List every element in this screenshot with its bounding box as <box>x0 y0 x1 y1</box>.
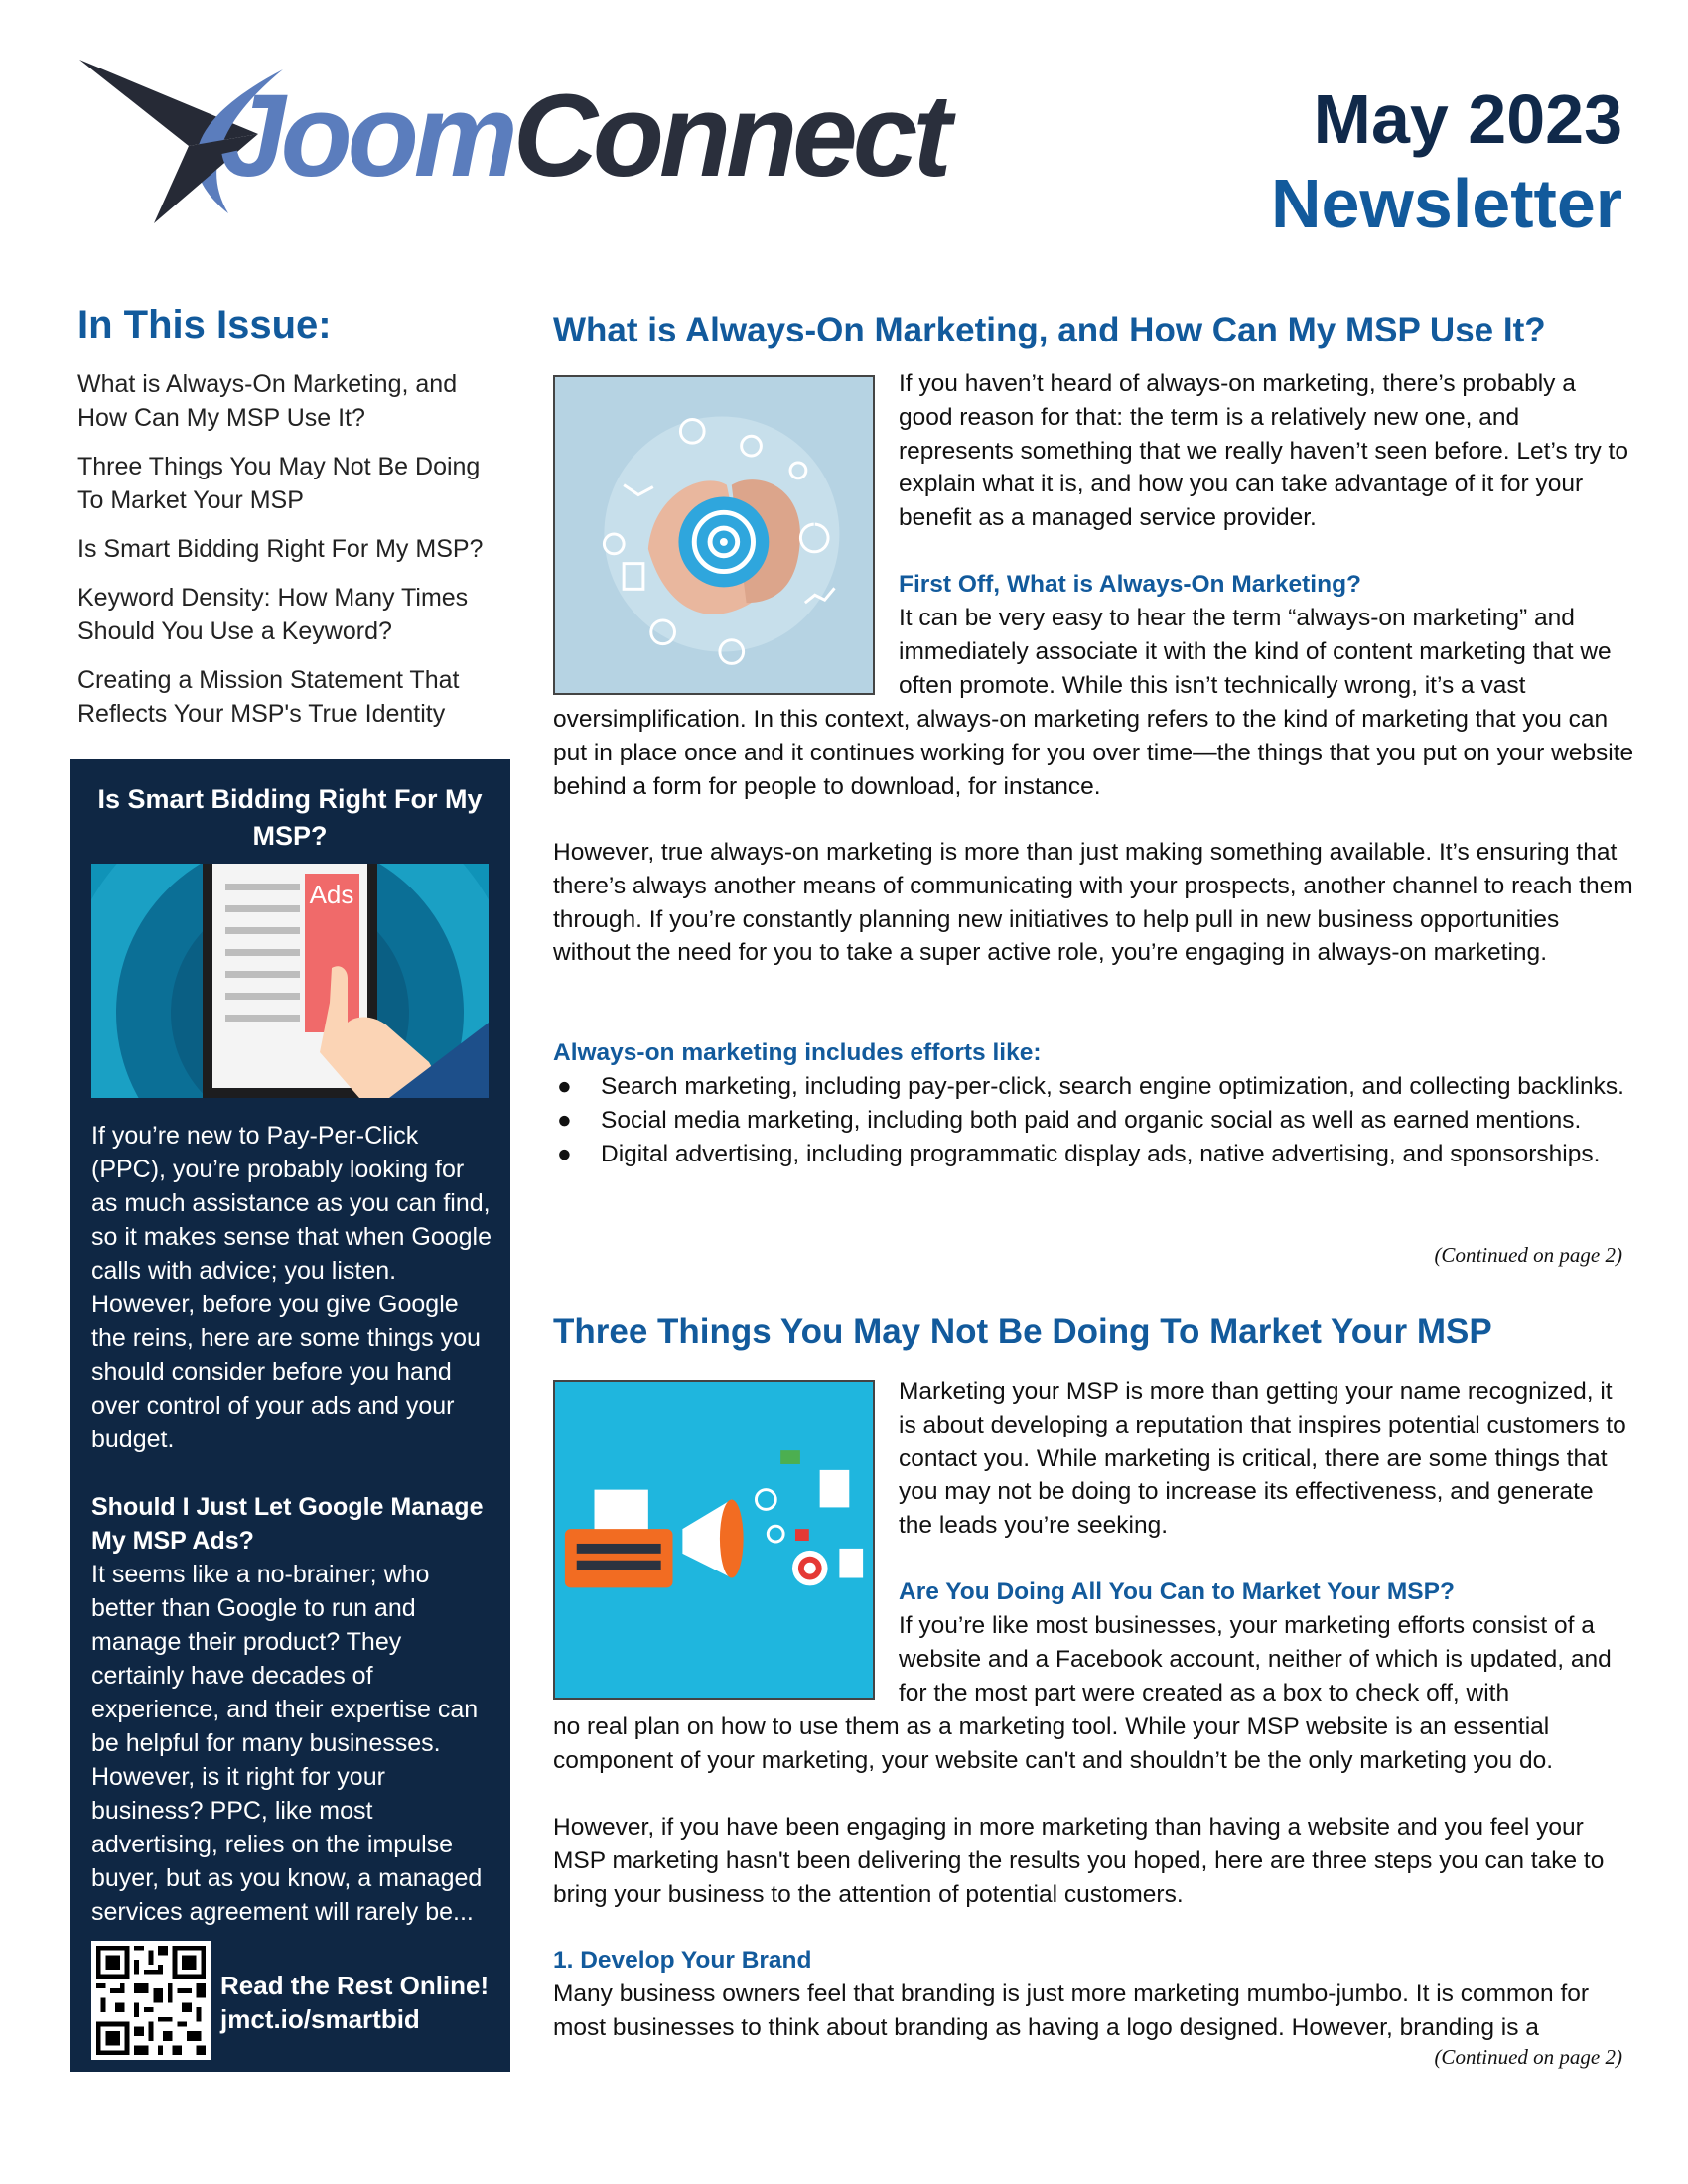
ads-badge-text: Ads <box>309 880 354 909</box>
sidebar-title: Is Smart Bidding Right For My MSP? <box>97 784 483 851</box>
article-title: Three Things You May Not Be Doing To Market Your MSP <box>553 1312 1492 1351</box>
article-subheading: Always-on marketing includes efforts like: <box>553 1039 1042 1066</box>
article-subheading: First Off, What is Always-On Marketing? <box>899 571 1362 598</box>
sidebar-feature <box>70 759 510 2072</box>
bullet-item <box>553 1104 1635 1138</box>
article-intro: Marketing your MSP is more than getting your name recognized, it is about developing a reputation that inspires potential customers to contact you. While marketing is critical, there are some things that you may not be doing to increase its effectiveness, and generate the leads you’re seeking. <box>899 1378 1626 1540</box>
sidebar-paragraph: It seems like a no-brainer; who better than Google to run and manage their product? They certainly have decades of experience, and their expertise can be helpful for many businesses. However, is it right for your business? PPC, like most advertising, relies on the impulse buyer, but as you know, a managed services agreement will rarely be... <box>91 1561 483 1926</box>
sidebar-body <box>91 1119 492 1963</box>
continued-note: (Continued on page 2) <box>1434 2045 1622 2069</box>
qr-code <box>91 1941 211 2060</box>
toc-item: What is Always-On Marketing, and How Can My MSP Use It? <box>77 370 458 432</box>
bullet-item <box>553 1138 1635 1171</box>
read-more-label: Read the Rest Online! <box>220 1971 490 2000</box>
article-subheading: 1. Develop Your Brand <box>553 1947 812 1974</box>
read-more-callout <box>220 1969 489 2036</box>
bullet-icon: ● <box>557 1106 572 1134</box>
toc-item: Is Smart Bidding Right For My MSP? <box>77 535 484 563</box>
article-intro: If you haven’t heard of always-on marketing, there’s probably a good reason for that: the term is a relatively new one, and represents something that we really haven’t seen before. Let’s try to explain what it is, and how you can take advantage of it for your benefit as a managed service provider. <box>899 370 1628 532</box>
article-paragraph: no real plan on how to use them as a marketing tool. While your MSP website is an essential component of your marketing, your website can't and shouldn’t be the only marketing you do. <box>553 1713 1554 1774</box>
issue-title: Newsletter <box>1270 165 1622 242</box>
sidebar-subheading: Should I Just Let Google Manage My MSP Ads? <box>91 1493 484 1555</box>
marketing-illustration <box>553 1380 875 1700</box>
article-title: What is Always-On Marketing, and How Can My MSP Use It? <box>553 311 1546 349</box>
bullet-item <box>553 1070 1635 1104</box>
bullet-text: Social media marketing, including both paid and organic social as well as earned mentions. <box>601 1106 1582 1134</box>
toc-item: Keyword Density: How Many Times Should You Use a Keyword? <box>77 584 469 645</box>
read-more-link[interactable]: jmct.io/smartbid <box>220 2004 420 2034</box>
always-on-marketing-photo <box>553 375 875 695</box>
bullet-icon: ● <box>557 1140 572 1167</box>
article-subheading: Are You Doing All You Can to Market Your MSP? <box>899 1578 1455 1605</box>
bullet-text: Digital advertising, including programmatic display ads, native advertising, and sponsorships. <box>601 1140 1601 1167</box>
article-bullet-list <box>553 1070 1635 1170</box>
toc-list <box>77 367 504 746</box>
bullet-text: Search marketing, including pay-per-click, search engine optimization, and collecting backlinks. <box>601 1073 1624 1100</box>
article-paragraph: oversimplification. In this context, always-on marketing refers to the kind of marketing that you can put in place once and it continues working for you over time—the things that you put on your website behind a form for people to download, for instance. <box>553 706 1634 800</box>
sidebar-paragraph: If you’re new to Pay-Per-Click (PPC), you’re probably looking for as much assistance as you can find, so it makes sense that when Google calls with advice; you listen. However, before you give Google the reins, here are some things you should consider before you hand over control of your ads and your budget. <box>91 1122 492 1453</box>
article-paragraph: If you’re like most businesses, your marketing efforts consist of a website and a Facebook account, neither of which is updated, and for the most part were created as a box to check off, with <box>899 1612 1612 1706</box>
article-paragraph: However, if you have been engaging in more marketing than having a website and you feel your MSP marketing hasn't been delivering the results you hoped, here are three steps you can take to bring your business to the attention of potential customers. <box>553 1814 1605 1908</box>
brand-wordmark-connect: Connect <box>512 70 947 202</box>
smart-bidding-illustration <box>91 864 489 1098</box>
article-paragraph: Many business owners feel that branding is just more marketing mumbo-jumbo. It is common for most businesses to think about branding as having a logo designed. However, branding is a <box>553 1980 1590 2041</box>
article-paragraph: It can be very easy to hear the term “always-on marketing” and immediately associate it with the kind of content marketing that we often promote. While this isn’t technically wrong, it’s a vast <box>899 605 1612 699</box>
brand-wordmark <box>220 70 947 202</box>
toc-item: Creating a Mission Statement That Reflects Your MSP's True Identity <box>77 666 460 728</box>
bullet-icon: ● <box>557 1073 572 1100</box>
issue-date: May 2023 <box>1313 80 1622 158</box>
toc-item: Three Things You May Not Be Doing To Market Your MSP <box>77 453 481 514</box>
toc-heading: In This Issue: <box>77 303 332 346</box>
article-paragraph: However, true always-on marketing is more than just making something available. It’s ensuring that there’s always another means of communicating with your prospects, another channel to reach them through. If you’re constantly planning new initiatives to help pull in new business opportunities without the need for you to take a super active role, you’re engaging in always-on marketing. <box>553 839 1633 967</box>
continued-note: (Continued on page 2) <box>1434 1243 1622 1267</box>
brand-wordmark-joom: Joom <box>220 70 513 202</box>
